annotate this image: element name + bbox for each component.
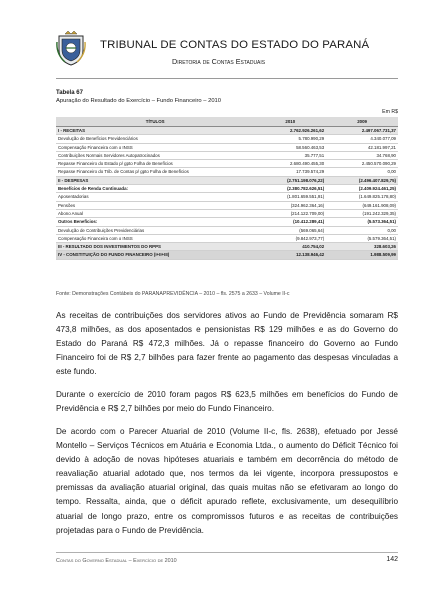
table-row bbox=[56, 151, 398, 159]
row-value-2010: 12.138.946,42 bbox=[254, 251, 326, 259]
table-row bbox=[56, 135, 398, 143]
row-label: Repasse Financeiro do Trib. de Contas p/ gpto Folha de Benefícios bbox=[56, 168, 254, 176]
table-header-row bbox=[56, 117, 398, 127]
row-label: Benefícios de Renda Continuada: bbox=[56, 185, 254, 193]
row-value-2010: 410.754,02 bbox=[254, 243, 326, 251]
table-row bbox=[56, 201, 398, 209]
paragraph-contributions: As receitas de contribuições dos servidores ativos ao Fundo de Previdência somaram R$ 473,8 milhões, as dos aposentados e pensionistas R$ 129 milhões e as do Governo do Estado do Paraná R$ 472,3 milhões. Já o repasse financeiro do Governo ao Fundo Financeiro foi de R$ 2,7 bilhões para fazer frente ao pagamento das despesas vinculadas a este fundo. bbox=[56, 311, 398, 377]
row-value-2010: (2.380.782.626,51) bbox=[254, 185, 326, 193]
row-value-2009: 0,00 bbox=[326, 226, 398, 234]
column-header-titles: TÍTULOS bbox=[56, 117, 254, 127]
table-row bbox=[56, 226, 398, 234]
row-label: Abono Anual bbox=[56, 209, 254, 217]
row-value-2009: (2.496.407.829,75) bbox=[326, 176, 398, 184]
paragraph-benefits: Durante o exercício de 2010 foram pagos R$ 623,5 milhões em benefícios do Fundo de Previdência e R$ 2,7 bilhões por meio do Fundo Financeiro. bbox=[56, 390, 398, 414]
table-subtitle: Apuração do Resultado do Exercício – Fundo Financeiro – 2010 bbox=[56, 98, 221, 104]
row-label: Outros Benefícios: bbox=[56, 218, 254, 226]
row-value-2010: (214.122.709,00) bbox=[254, 209, 326, 217]
table-row bbox=[56, 193, 398, 201]
row-value-2009: 2.497.067.731,37 bbox=[326, 127, 398, 135]
row-value-2010: 35.777,51 bbox=[254, 151, 326, 159]
row-label: Compensação Financeira com o INSS bbox=[56, 234, 254, 242]
row-value-2009: 4.340.077,09 bbox=[326, 135, 398, 143]
table-source: Fonte: Demonstrações Contábeis do PARANAPREVIDÊNCIA – 2010 – fls. 2575 a 2633 – Volume II-c bbox=[56, 291, 290, 297]
table-row bbox=[56, 176, 398, 184]
table-row bbox=[56, 234, 398, 242]
row-label: II - DESPESAS bbox=[56, 176, 254, 184]
paragraph-actuarial: De acordo com o Parecer Atuarial de 2010 (Volume II-c, fls. 2638), efetuado por Jessé Montello – Serviços Técnicos em Atuária e Economia Ltda., o aumento do Déficit Técnico foi devido à adoção de novas hipóteses atuariais e também em decorrência do método de reavaliação atuarial adotado que, nos termos da lei vigente, incorpora pressupostos e premissas da avaliação atuarial original, das quais muitas não se efetivaram ao longo do tempo. Ressalta, ainda, que o déficit apurado reflete, exclusivamente, um desequilíbrio atuarial de longo prazo, entre os compromissos futuros e as receitas de contribuições projetadas para o Fundo de Previdência. bbox=[56, 427, 398, 535]
row-value-2010: 2.762.926.261,62 bbox=[254, 127, 326, 135]
table-title: Tabela 67 bbox=[56, 90, 83, 96]
row-value-2010: 17.739.574,29 bbox=[254, 168, 326, 176]
row-label: Pensões bbox=[56, 201, 254, 209]
table-row bbox=[56, 143, 398, 151]
row-label: Compensação Financeira com o INSS bbox=[56, 143, 254, 151]
row-value-2009: 34.768,90 bbox=[326, 151, 398, 159]
table-row bbox=[56, 209, 398, 217]
row-value-2009: (5.573.364,51) bbox=[326, 218, 398, 226]
row-value-2010: (2.751.198.076,22) bbox=[254, 176, 326, 184]
column-header-2009: 2009 bbox=[326, 117, 398, 127]
table-row bbox=[56, 127, 398, 135]
row-value-2010: 58.560.463,53 bbox=[254, 143, 326, 151]
row-label: Contribuições Normais Servidores Autopatrocinados bbox=[56, 151, 254, 159]
footer-divider bbox=[56, 552, 398, 553]
table-row bbox=[56, 160, 398, 168]
row-value-2010: 2.680.490.455,30 bbox=[254, 160, 326, 168]
row-label: Devolução de Contribuições Previdenciárias bbox=[56, 226, 254, 234]
row-label: IV - CONSTITUIÇÃO DO FUNDO FINANCEIRO (I+II+III) bbox=[56, 251, 254, 259]
row-value-2010: 5.780.990,29 bbox=[254, 135, 326, 143]
coat-of-arms-icon bbox=[56, 30, 86, 66]
page-number: 142 bbox=[386, 556, 398, 563]
row-value-2009: (191.242.329,35) bbox=[326, 209, 398, 217]
row-value-2010: (10.412.289,41) bbox=[254, 218, 326, 226]
row-value-2009: 1.988.509,99 bbox=[326, 251, 398, 259]
row-value-2009: (5.579.364,51) bbox=[326, 234, 398, 242]
table-unit: Em R$ bbox=[382, 109, 398, 115]
department-name: Diretoria de Contas Estaduais bbox=[172, 57, 266, 66]
row-value-2010: (9.842.973,77) bbox=[254, 234, 326, 242]
table-row bbox=[56, 168, 398, 176]
row-value-2009: 42.181.997,21 bbox=[326, 143, 398, 151]
row-value-2009: (2.409.924.461,25) bbox=[326, 185, 398, 193]
row-value-2009: 328.603,26 bbox=[326, 243, 398, 251]
row-value-2009: (649.161.908,09) bbox=[326, 201, 398, 209]
row-value-2009: 2.450.570.090,29 bbox=[326, 160, 398, 168]
header-divider bbox=[56, 78, 398, 79]
row-label: Repasse Financeiro do Estado p/ gpto Folha de Benefícios bbox=[56, 160, 254, 168]
row-value-2010: (1.801.659.551,91) bbox=[254, 193, 326, 201]
organization-name: TRIBUNAL DE CONTAS DO ESTADO DO PARANÁ bbox=[100, 39, 370, 51]
table-row bbox=[56, 251, 398, 259]
row-label: Devolução de Benefícios Previdenciários bbox=[56, 135, 254, 143]
row-label: Aposentadorias bbox=[56, 193, 254, 201]
row-value-2009: (1.649.825.178,80) bbox=[326, 193, 398, 201]
row-value-2010: (569.065,64) bbox=[254, 226, 326, 234]
column-header-2010: 2010 bbox=[254, 117, 326, 127]
table-row bbox=[56, 218, 398, 226]
page-header bbox=[56, 30, 396, 78]
footer-text: Contas do Governo Estadual – Exercício de 2010 bbox=[56, 558, 177, 564]
financial-table bbox=[56, 117, 398, 260]
row-value-2010: (324.962.364,16) bbox=[254, 201, 326, 209]
table-row bbox=[56, 243, 398, 251]
row-label: I - RECEITAS bbox=[56, 127, 254, 135]
row-label: III - RESULTADO DOS INVESTIMENTOS DO RPPS bbox=[56, 243, 254, 251]
table-row bbox=[56, 185, 398, 193]
row-value-2009: 0,00 bbox=[326, 168, 398, 176]
